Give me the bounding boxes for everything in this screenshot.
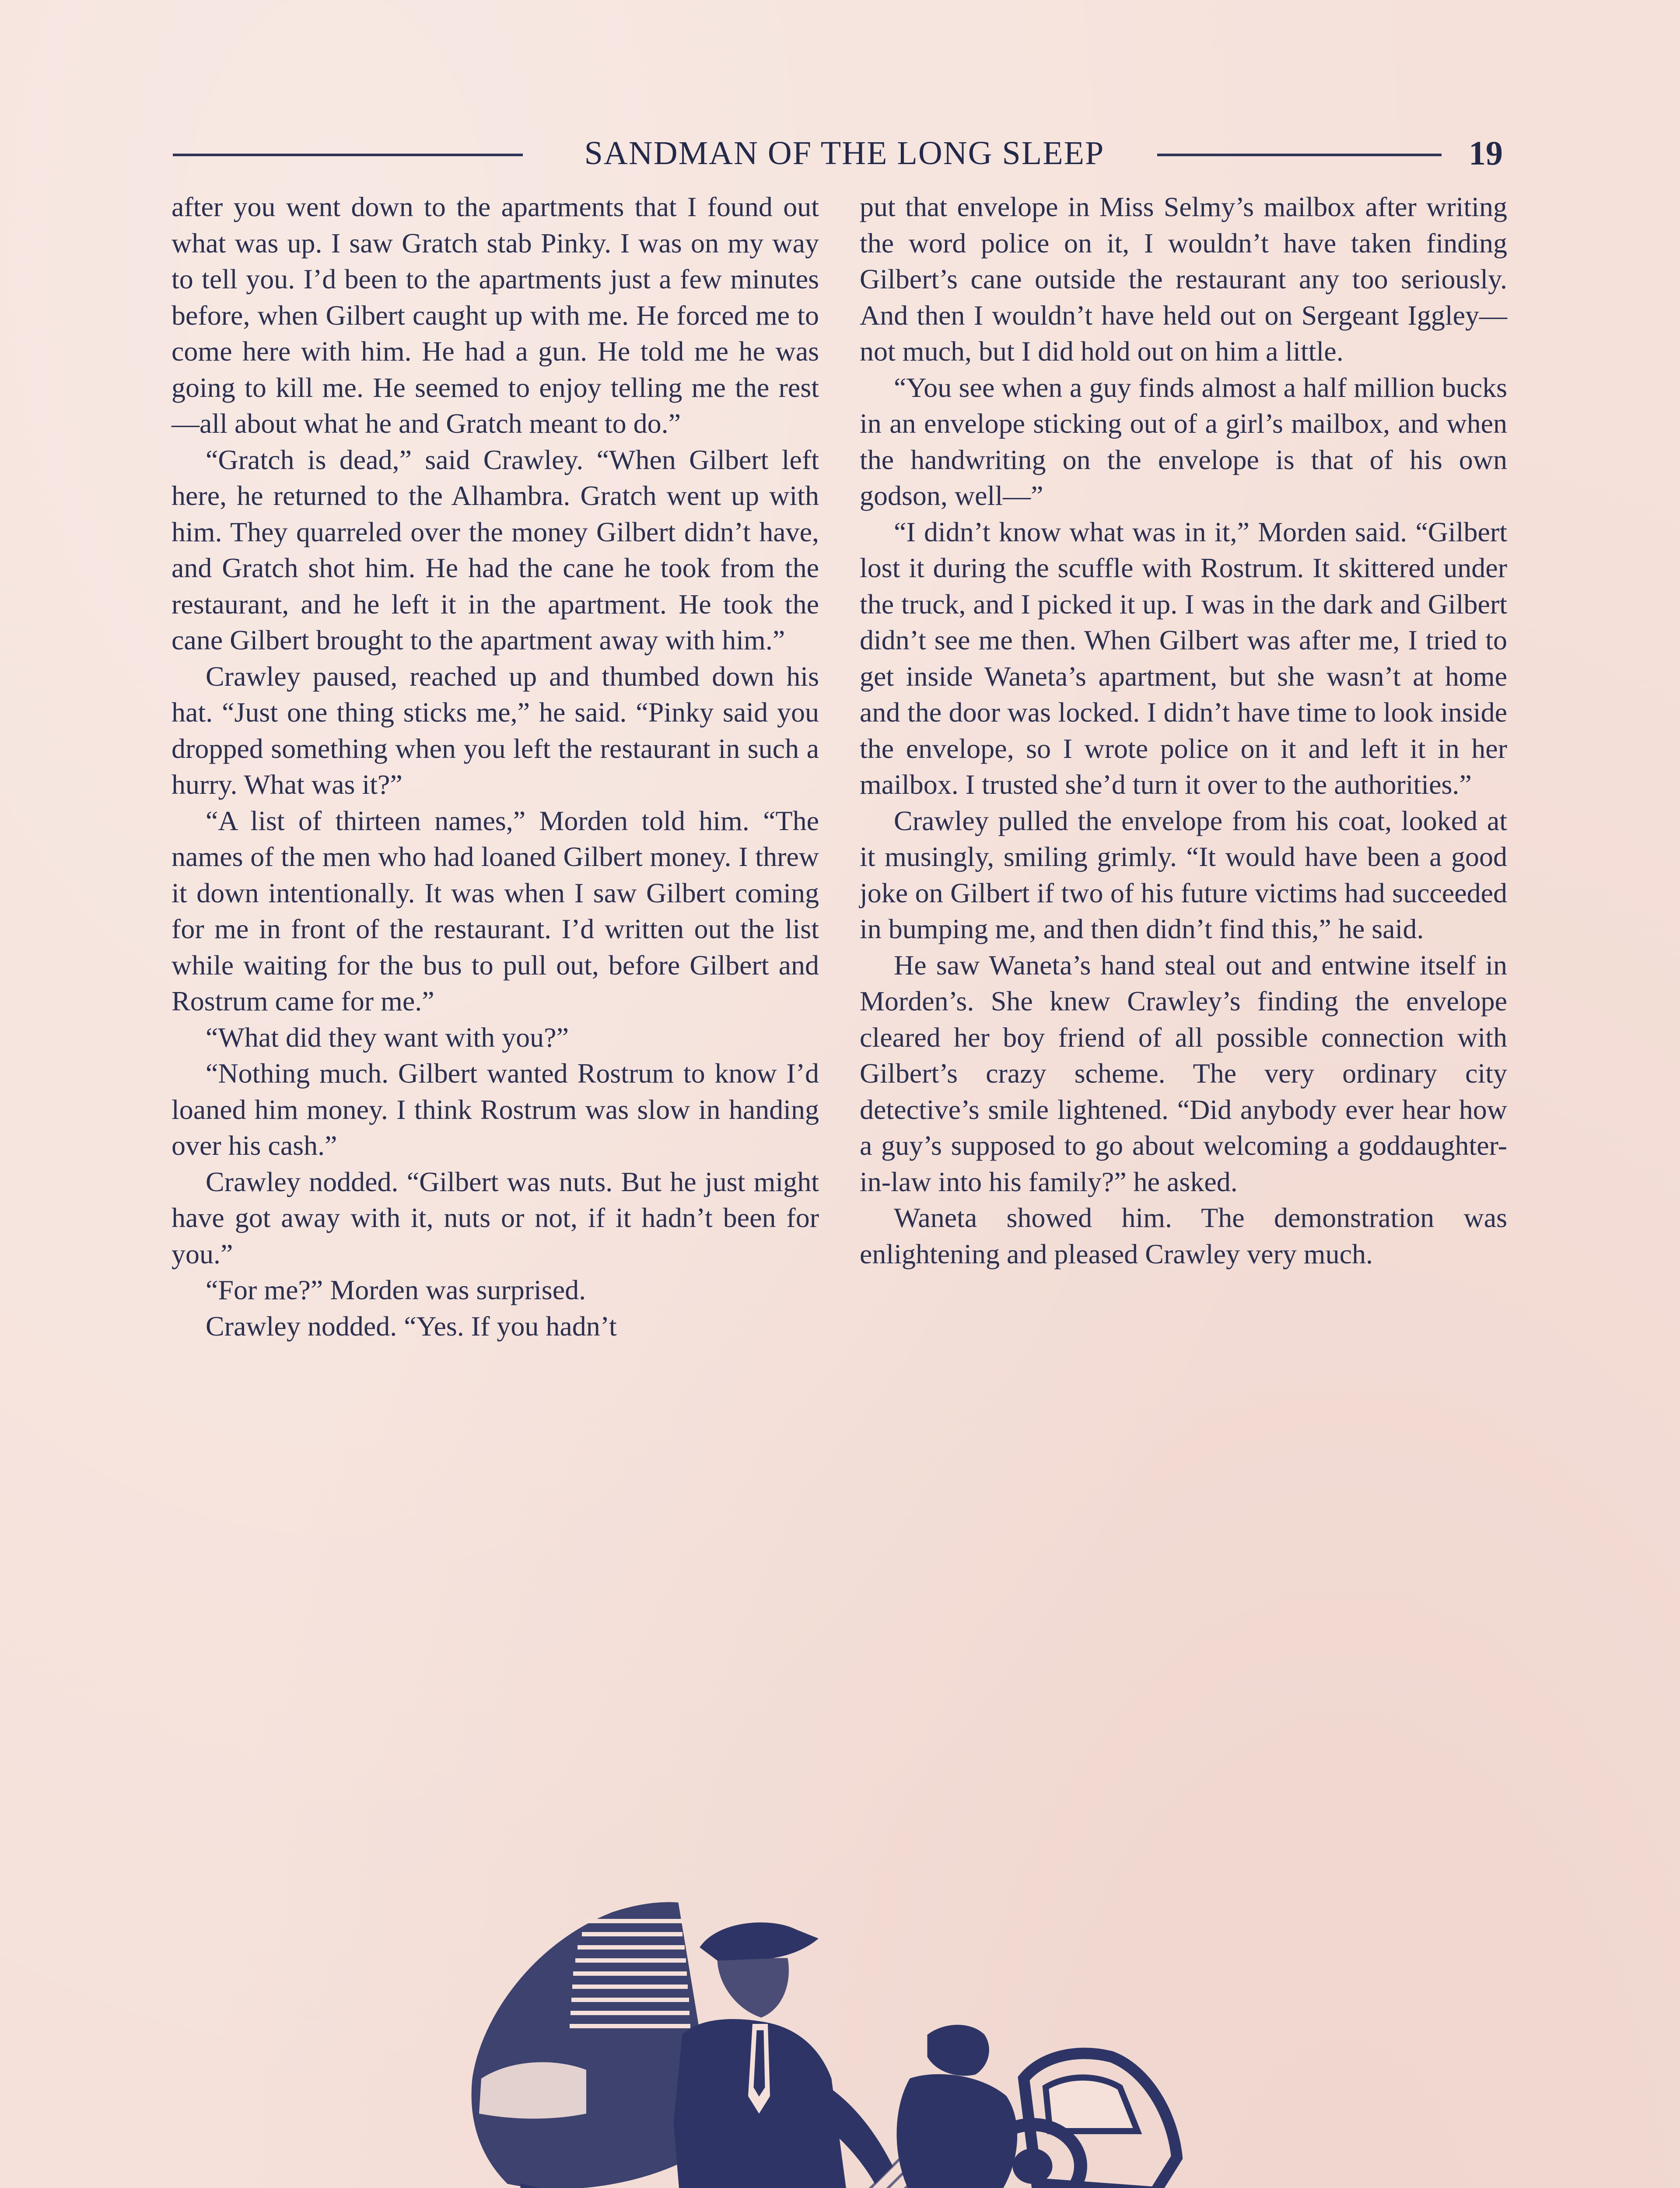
paragraph: put that envelope in Miss Selmy’s mailbox after writing the word police on it, I wouldn’t have taken finding Gilbert’s cane outside the restaurant any too seriously. And then I wouldn’t have held out on Sergeant Iggley—not much, but I did hold out on him a little.	[860, 191, 1507, 367]
paragraph: “You see when a guy finds almost a half million bucks in an envelope sticking out of a girl’s mailbox, and when the handwriting on the envelope is that of his own godson, well—”	[860, 372, 1507, 511]
left-column	[172, 189, 819, 1344]
page-title: SANDMAN OF THE LONG SLEEP	[584, 135, 1105, 172]
paragraph: Crawley nodded. “Yes. If you hadn’t	[206, 1310, 617, 1342]
paragraph: “For me?” Morden was surprised.	[206, 1274, 586, 1305]
header-rule-right	[1157, 154, 1442, 156]
paragraph: He saw Waneta’s hand steal out and entwine itself in Morden’s. She knew Crawley’s finding the envelope cleared her boy friend of all possible connection with Gilbert’s crazy scheme. The very ordinary city detective’s smile lightened. “Did anybody ever hear how a guy’s supposed to go about welcoming a goddaughter-in-law into his family?” he asked.	[860, 949, 1507, 1197]
paragraph: after you went down to the apartments that I found out what was up. I saw Gratch stab Pinky. I was on my way to tell you. I’d been to the apartments just a few minutes before, when Gilbert caught up with me. He forced me to come here with him. He had a gun. He told me he was going to kill me. He seemed to enjoy telling me the rest—all about what he and Gratch meant to do.”	[172, 191, 819, 439]
right-column	[860, 189, 1507, 1272]
running-header	[173, 129, 1503, 177]
paragraph: Crawley nodded. “Gilbert was nuts. But he just might have got away with it, nuts or not, if it hadn’t been for you.”	[172, 1166, 819, 1269]
paragraph: Waneta showed him. The demonstration was enlightening and pleased Crawley very much.	[860, 1202, 1507, 1269]
story-illustration	[455, 1851, 1199, 2188]
paragraph: “I didn’t know what was in it,” Morden said. “Gilbert lost it during the scuffle with Rostrum. It skittered under the truck, and I picked it up. I was in the dark and Gilbert didn’t see me then. When Gilbert was after me, I tried to get inside Waneta’s apartment, but she wasn’t at home and the door was locked. I didn’t have time to look inside the envelope, so I wrote police on it and left it in her mailbox. I trusted she’d turn it over to the authorities.”	[860, 516, 1507, 800]
paragraph: “What did they want with you?”	[206, 1021, 569, 1053]
paragraph: Crawley paused, reached up and thumbed down his hat. “Just one thing sticks me,” he said. “Pinky said you dropped something when you left the restaurant in such a hurry. What was it?”	[172, 660, 819, 800]
header-rule-left	[173, 154, 523, 156]
page-number: 19	[1469, 134, 1503, 172]
paragraph: “A list of thirteen names,” Morden told him. “The names of the men who had loaned Gilbert money. I threw it down intentionally. It was when I saw Gilbert coming for me in front of the restaurant. I’d written out the list while waiting for the bus to pull out, before Gilbert and Rostrum came for me.”	[172, 805, 819, 1017]
paragraph: “Gratch is dead,” said Crawley. “When Gilbert left here, he returned to the Alhambra. Gratch went up with him. They quarreled over the money Gilbert didn’t have, and Gratch shot him. He had the cane he took from the restaurant, and he left it in the apartment. He took the cane Gilbert brought to the apartment away with him.”	[172, 444, 819, 656]
paragraph: Crawley pulled the envelope from his coat, looked at it musingly, smiling grimly. “It would have been a good joke on Gilbert if two of his future victims had succeeded in bumping me, and then didn’t find this,” he said.	[860, 805, 1507, 944]
paragraph: “Nothing much. Gilbert wanted Rostrum to know I’d loaned him money. I think Rostrum was slow in handing over his cash.”	[172, 1058, 819, 1161]
